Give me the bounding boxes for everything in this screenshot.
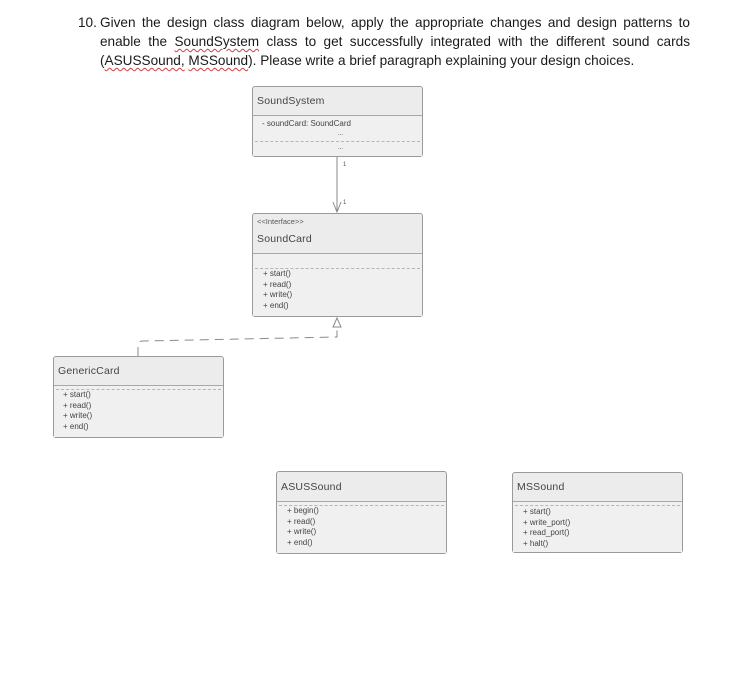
sound-system-body (253, 116, 422, 156)
asus-sound-class (276, 471, 447, 554)
sound-card-interface (252, 213, 423, 317)
sound-system-term: SoundSystem (174, 34, 260, 49)
asus-sound-name: ASUSSound (281, 481, 342, 493)
generic-card-header (54, 357, 223, 386)
realization-line (138, 327, 337, 356)
question-number: 10. (78, 15, 97, 30)
question-line-2a: the (148, 34, 175, 49)
operation: + end() (263, 300, 289, 310)
sound-card-stereotype: <<Interface>> (257, 217, 304, 226)
generic-card-body (54, 386, 223, 437)
sound-card-header (253, 214, 422, 254)
asus-sound-header (277, 472, 446, 502)
sound-system-attr-ellipsis: ... (338, 131, 344, 137)
operation: + end() (287, 537, 313, 547)
sound-card-operations (263, 269, 292, 311)
generic-card-class (53, 356, 224, 438)
question-line-1: Given the design class diagram below, apply the appropriate changes and design patterns to enable (100, 15, 690, 49)
sound-system-name: SoundSystem (257, 95, 325, 107)
asus-sound-operations (287, 506, 319, 548)
sound-system-divider (255, 141, 420, 142)
operation: + write() (263, 290, 293, 299)
sound-system-op-ellipsis: ... (338, 145, 344, 151)
operation: + start() (63, 390, 91, 399)
operation: + read() (263, 279, 292, 289)
ms-sound-divider (515, 505, 680, 506)
ms-sound-header (513, 473, 682, 502)
operation: + end() (63, 421, 89, 431)
generic-card-operations (63, 390, 92, 432)
ms-sound-name: MSSound (517, 481, 565, 493)
operation: + begin() (287, 506, 319, 515)
asus-sound-body (277, 502, 446, 553)
realization-arrow-icon (333, 318, 341, 327)
ms-sound-body (513, 502, 682, 552)
sound-system-attribute: - soundCard: SoundCard (262, 119, 351, 128)
question-line-2b: class to get successfully integrated with the different sound cards ( (100, 34, 690, 68)
sound-card-name: SoundCard (257, 233, 312, 245)
operation: + write() (63, 411, 93, 420)
ms-sound-operations (523, 507, 570, 549)
operation: + read() (63, 400, 92, 410)
operation: + halt() (523, 538, 549, 548)
sound-system-class (252, 86, 423, 157)
operation: + read() (287, 516, 316, 526)
sound-card-body (253, 254, 422, 316)
operation: + write() (287, 527, 317, 536)
question-line-3b: ). Please write a brief paragraph explaining your design choices. (248, 53, 635, 68)
association-target-multiplicity: 1 (343, 200, 347, 206)
operation: + read_port() (523, 528, 570, 537)
sound-system-header (253, 87, 422, 116)
ms-sound-term: MSSound (188, 53, 249, 68)
operation: + start() (263, 269, 291, 278)
operation: + write_port() (523, 517, 571, 527)
generic-card-name: GenericCard (58, 365, 120, 377)
ms-sound-class (512, 472, 683, 553)
asus-sound-term: ASUSSound, (104, 53, 185, 68)
association-source-multiplicity: 1 (343, 162, 347, 168)
operation: + start() (523, 507, 551, 516)
